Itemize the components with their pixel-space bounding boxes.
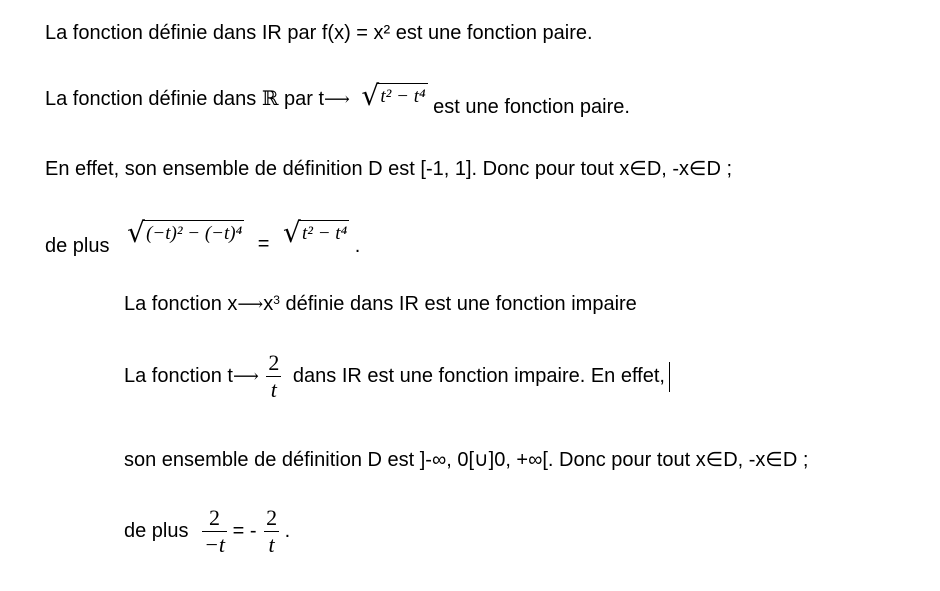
de-plus-label-1: de plus <box>45 235 110 257</box>
fraction-denominator: −t <box>204 532 226 557</box>
fraction-denominator: t <box>268 532 275 557</box>
sqrt-radicand-neg: (−t)² − (−t)⁴ <box>143 220 244 245</box>
fraction-2-over-neg-t <box>202 505 227 558</box>
sqrt-expression-neg <box>127 216 244 250</box>
sqrt-radicand-pos: t² − t⁴ <box>299 220 349 245</box>
exponent-3: 3 <box>273 293 280 307</box>
fraction-numerator: 2 <box>268 350 280 375</box>
fraction-2-over-t-right <box>264 505 279 558</box>
text-cursor <box>669 362 670 392</box>
domain-statement-2: son ensemble de définition D est ]-∞, 0[∪]0, +∞[. Donc pour tout x∈D, -x∈D ; <box>124 449 809 471</box>
odd-statement-2-start: La fonction t <box>124 364 233 387</box>
sqrt-sign: √ <box>283 216 301 250</box>
line-domain-1 <box>45 157 732 181</box>
line-odd-example-2 <box>124 350 670 403</box>
even-statement-2-end: est une fonction paire. <box>433 96 630 118</box>
period: . <box>284 519 291 542</box>
odd-statement-2-end: dans IR est une fonction impaire. En effet, <box>292 364 665 387</box>
odd-var: x <box>263 293 274 315</box>
line-odd-example-1 <box>124 292 637 317</box>
domain-statement-1: En effet, son ensemble de définition D est [-1, 1]. Donc pour tout x∈D, -x∈D ; <box>45 158 733 180</box>
even-statement-2-start: La fonction définie dans <box>45 88 262 110</box>
fraction-2-over-t <box>266 350 281 403</box>
line-even-example-2 <box>45 79 630 118</box>
line-domain-2 <box>124 448 808 472</box>
maps-to-arrow: ⟶ <box>237 294 264 315</box>
fraction-numerator: 2 <box>266 505 278 530</box>
maps-to-arrow: ⟶ <box>232 365 259 387</box>
odd-statement-1-start: La fonction x <box>124 293 238 315</box>
sqrt-sign: √ <box>127 216 145 250</box>
line-proof-even <box>45 216 361 257</box>
line-even-example-1 <box>45 21 593 45</box>
sqrt-radicand: t² − t⁴ <box>377 83 427 108</box>
period: . <box>354 235 361 257</box>
maps-to-arrow: ⟶ <box>324 89 350 110</box>
equals-minus: = - <box>232 519 257 542</box>
real-numbers-symbol: ℝ <box>261 86 279 110</box>
line-proof-odd <box>124 505 290 558</box>
sqrt-sign: √ <box>361 79 380 113</box>
sqrt-expression-pos <box>283 216 349 250</box>
even-statement-1: La fonction définie dans IR par f(x) = x² est une fonction paire. <box>45 22 593 44</box>
fraction-numerator: 2 <box>209 505 221 530</box>
fraction-denominator: t <box>270 377 277 402</box>
de-plus-label-2: de plus <box>124 519 189 542</box>
even-statement-2-par: par t <box>278 88 325 110</box>
sqrt-expression <box>361 79 427 113</box>
odd-statement-1-end: définie dans IR est une fonction impaire <box>279 293 637 315</box>
equals-sign: = <box>257 233 270 255</box>
